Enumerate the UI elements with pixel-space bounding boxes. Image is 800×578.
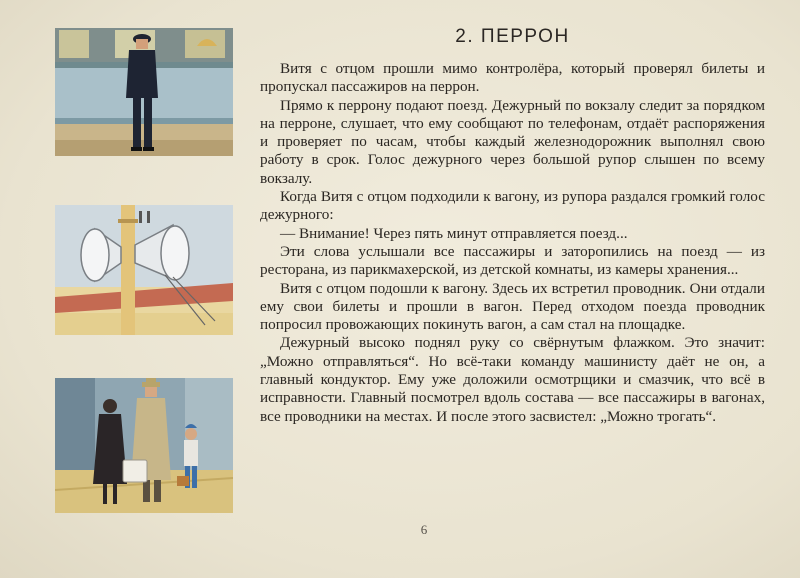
chapter-heading: 2. ПЕРРОН	[455, 26, 570, 47]
paragraph: Прямо к перрону подают поезд. Дежурный по вокзалу следит за порядком на перроне, слушает, что ему сообщают по телефонам, отдаёт распоряжения и проверяет по часам, чтобы каждый железнодорожник выполнял свою работу в срок. Голос дежурного через большой рупор слышен по всему вокзалу.	[260, 96, 765, 187]
illustration-loudspeakers	[55, 205, 233, 335]
paragraph: Дежурный высоко поднял руку со свёрнутым флажком. Это значит: „Можно отправляться“. Но всё-таки команду машинисту даёт не он, а главный кондуктор. Ему уже доложили осмотрщики и смазчик, что всё в исправности. Главный посмотрел вдоль состава — все пассажиры в вагонах, все проводники на местах. И после этого засвистел: „Можно трогать“.	[260, 334, 765, 425]
paragraph: Витя с отцом подошли к вагону. Здесь их встретил проводник. Они отдали ему свои билеты и прошли в вагон. Перед отходом поезда проводник попросил провожающих покинуть вагон, а сам стал на площадке.	[260, 279, 765, 334]
paragraph: Эти слова услышали все пассажиры и заторопились на поезд — из ресторана, из парикмахерской, из детской комнаты, из камеры хранения...	[260, 242, 765, 279]
body-text	[260, 60, 765, 426]
page-number: 6	[420, 522, 428, 537]
paragraph: Когда Витя с отцом подходили к вагону, из рупора раздался громкий голос дежурного:	[260, 188, 765, 224]
illustration-conductor	[55, 28, 233, 156]
paragraph: Витя с отцом прошли мимо контролёра, который проверял билеты и пропускал пассажиров на перрон.	[260, 60, 765, 96]
illustration-passengers	[55, 378, 233, 513]
paragraph: — Внимание! Через пять минут отправляется поезд...	[280, 224, 628, 242]
